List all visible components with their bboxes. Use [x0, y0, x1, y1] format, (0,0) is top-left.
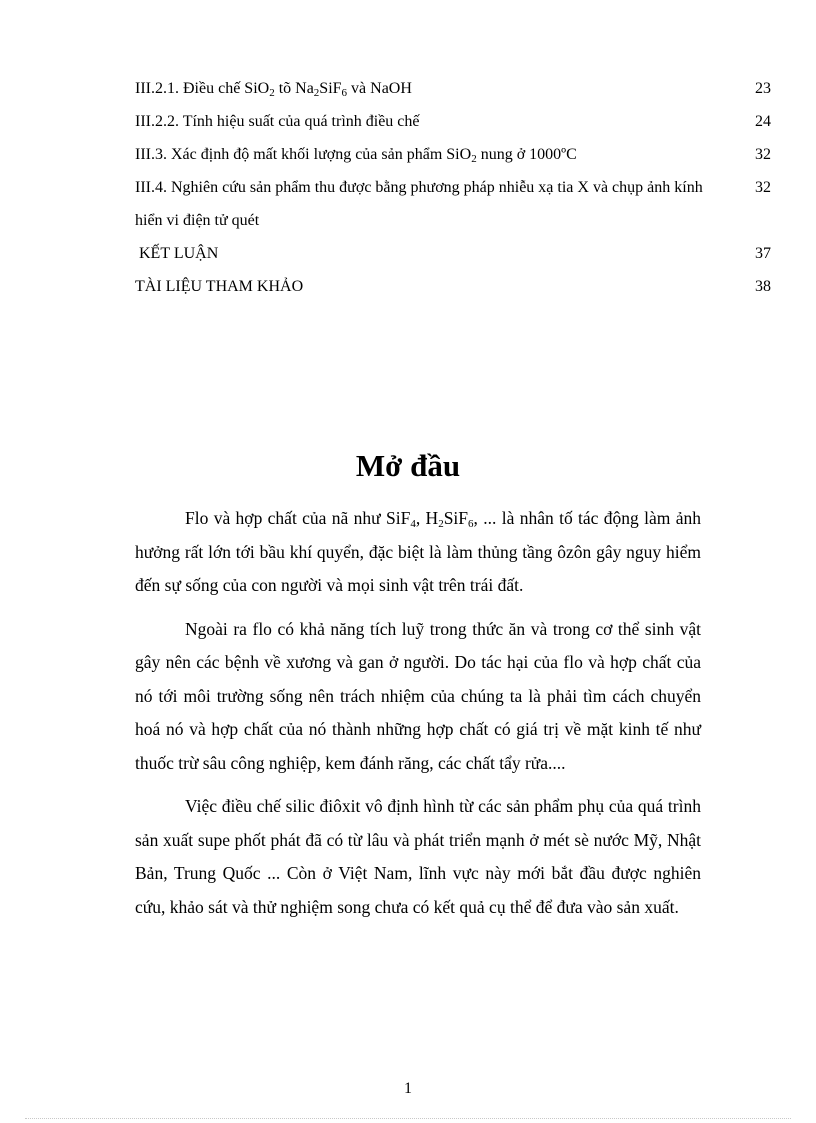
paragraph-3: Việc điều chế silic điôxit vô định hình từ các sản phẩm phụ của quá trình sản xuất supe phốt phát đã có từ lâu và phát triển mạnh ở mét sè nước Mỹ, Nhật Bản, Trung Quốc ... Còn ở Việt Nam, lĩnh vực này mới bắt đầu được nghiên cứu, khảo sát và thử nghiệm song chưa có kết quả cụ thể để đưa vào sản xuất.: [135, 796, 701, 917]
toc-entry-3-2-1: [135, 72, 771, 105]
toc-entry-title: III.3. Xác định độ mất khối lượng của sản phẩm SiO$_2$ nung ở 1000ºC: [135, 146, 577, 165]
toc-entry-title: TÀI LIỆU THAM KHẢO: [135, 278, 304, 295]
toc-entry-3-3: [135, 138, 771, 171]
toc-entry-page: 38: [755, 278, 771, 295]
toc-entry-page: 23: [755, 80, 771, 97]
introduction-body: [135, 502, 701, 934]
toc-entry-3-2-2: [135, 105, 771, 138]
table-of-contents: [135, 72, 771, 303]
toc-entry-3-4: [135, 171, 771, 237]
toc-entry-title: III.4. Nghiên cứu sản phẩm thu được bằng phương pháp nhiễu xạ tia X và chụp ảnh kính hiển vi điện tử quét: [135, 179, 703, 229]
toc-entry-title: III.2.2. Tính hiệu suất của quá trình điều chế: [135, 113, 420, 130]
page-number: 1: [404, 1080, 412, 1097]
toc-entry-page: 24: [755, 113, 771, 130]
footer-divider: [25, 1118, 791, 1119]
section-title: Mở đầu: [355, 448, 461, 483]
toc-entry-page: 37: [755, 245, 771, 262]
paragraph-1: Flo và hợp chất của nã như SiF$_4$, $H_2SiF_6$, ... là nhân tố tác động làm ảnh hưởng rất lớn tới bầu khí quyển, đặc biệt là làm thủng tầng ôzôn gây nguy hiểm đến sự sống của con người và mọi sinh vật trên trái đất.: [135, 508, 701, 595]
toc-entry-page: 32: [755, 146, 771, 163]
toc-entry-conclusion: [135, 237, 771, 270]
toc-entry-title: III.2.1. Điều chế SiO$_2$ tõ $Na_2SiF_6$ và NaOH: [135, 80, 412, 99]
paragraph-2: Ngoài ra flo có khả năng tích luỹ trong thức ăn và trong cơ thể sinh vật gây nên các bệnh về xương và gan ở người. Do tác hại của flo và hợp chất của nó tới môi trường sống nên trách nhiệm của chúng ta là phải tìm cách chuyển hoá nó và hợp chất của nó thành những hợp chất có giá trị về mặt kinh tế như thuốc trừ sâu công nghiệp, kem đánh răng, các chất tẩy rửa....: [135, 618, 701, 773]
toc-entry-references: [135, 270, 771, 303]
toc-entry-title: KẾT LUẬN: [135, 245, 219, 262]
toc-entry-page: 32: [755, 179, 771, 196]
